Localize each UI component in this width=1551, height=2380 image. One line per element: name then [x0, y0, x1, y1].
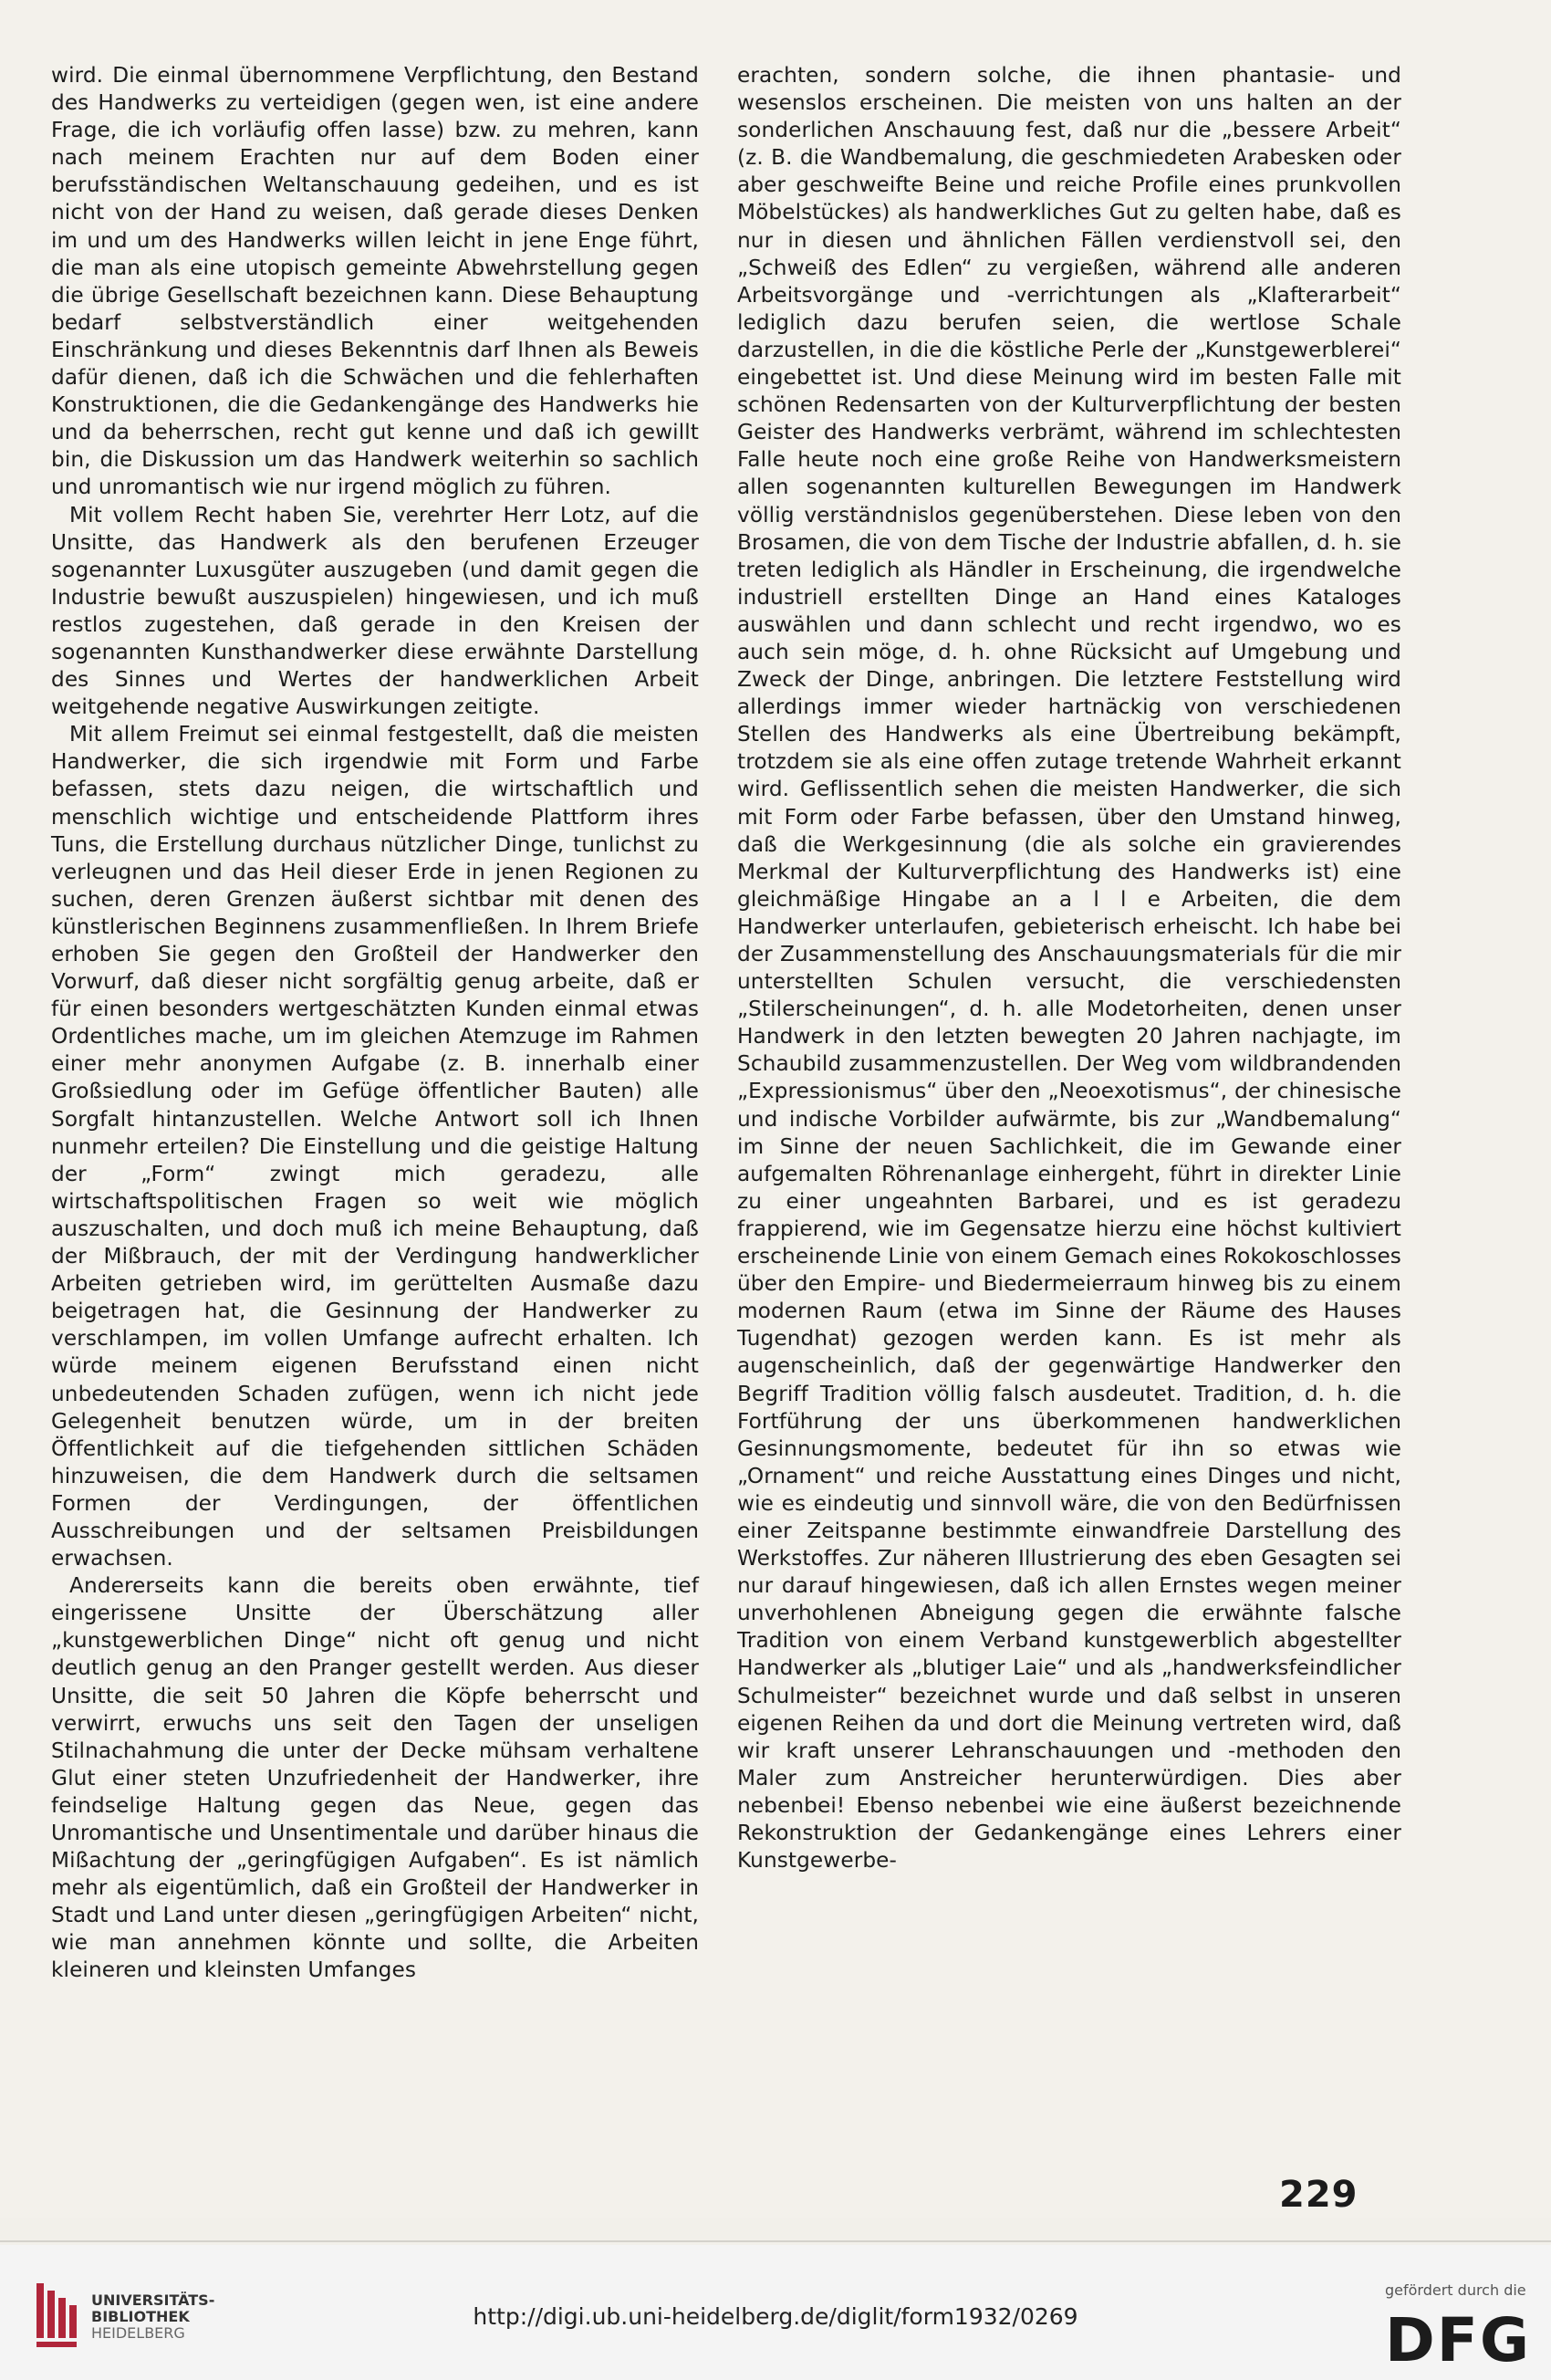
funding-label: gefördert durch die — [1385, 2281, 1526, 2299]
footer-divider — [0, 2240, 1551, 2242]
source-url-link[interactable]: http://digi.ub.uni-heidelberg.de/diglit/form1932/0269 — [473, 2303, 1078, 2330]
paragraph: erachten, sondern solche, die ihnen phantasie- und wesenslos erscheinen. Die meisten von uns halten an der sonderlichen Anschauung fest, daß nur die „bessere Arbeit“ (z. B. die Wandbemalung, die geschmiedeten Arabesken oder aber geschweifte Beine und reiche Profile eines prunkvollen Möbelstückes) als handwerkliches Gut zu gelten habe, daß es nur in diesen und ähnlichen Fällen verdienstvoll sei, den „Schweiß des Edlen“ zu vergießen, während alle anderen Arbeitsvorgänge und -verrichtungen als „Klafterarbeit“ lediglich dazu berufen seien, die wertlose Schale darzustellen, in die die köstliche Perle der „Kunstgewerblerei“ eingebettet ist. Und diese Meinung wird im besten Falle mit schönen Redensarten von der Kulturverpflichtung der besten Geister des Handwerks verbrämt, während im schlechtesten Falle heute noch eine große Reihe von Handwerksmeistern allen sogenannten kulturellen Bewegungen im Handwerk völlig verständnislos gegenüberstehen. Diese leben von den Brosamen, die von dem Tische der Industrie abfallen, d. h. sie treten lediglich als Händler in Erscheinung, die irgendwelche industriell erstellten Dinge an Hand eines Kataloges auswählen und dann schlecht und recht irgendwo, wo es auch sein möge, d. h. ohne Rücksicht auf Umgebung und Zweck der Dinge, anbringen. Die letztere Feststellung wird allerdings immer wieder hartnäckig von verschiedenen Stellen des Handwerks als eine Übertreibung bekämpft, trotzdem sie als eine offen zutage tretende Wahrheit erkannt wird. Geflissentlich sehen die meisten Handwerker, die sich mit Form oder Farbe befassen, über den Umstand hinweg, daß die Werkgesinnung (die als solche ein gravierendes Merkmal der Kulturverpflichtung des Handwerks ist) eine gleichmäßige Hingabe an a l l e Arbeiten, die dem Handwerker unterlaufen, gebieterisch erheischt. Ich habe bei der Zusammenstellung des Anschauungsmaterials für die mir unterstellten Schulen versucht, die verschiedensten „Stilerscheinungen“, d. h. alle Modetorheiten, denen unser Handwerk in den letzten bewegten 20 Jahren nachjagte, im Schaubild zusammenzustellen. Der Weg vom wildbrandenden „Expressionismus“ über den „Neoexotismus“, der chinesische und indische Vorbilder aufwärmte, bis zur „Wandbemalung“ im Sinne der neuen Sachlichkeit, die im Gewande einer aufgemalten Röhrenanlage einhergeht, führt in direkter Linie zu einer ungeahnten Barbarei, und es ist geradezu frappierend, wie im Gegensatze hierzu eine höchst kultiviert erscheinende Linie von einem Gemach eines Rokokoschlosses über den Empire- und Biedermeierraum hinweg bis zu einem modernen Raum (etwa im Sinne der Räume des Hauses Tugendhat) gezogen werden kann. Es ist mehr als augenscheinlich, daß der gegenwärtige Handwerker den Begriff Tradition völlig falsch ausdeutet. Tradition, d. h. die Fortführung der uns überkommenen handwerklichen Gesinnungsmomente, bedeutet für ihn so etwas wie „Ornament“ und reiche Ausstattung eines Dinges und nicht, wie es eindeutig und sinnvoll wäre, die von den Bedürfnissen einer Zeitspanne bestimmte einwandfreie Darstellung des Werkstoffes. Zur näheren Illustrierung des eben Gesagten sei nur darauf hingewiesen, daß ich allen Ernstes wegen meiner unverhohlenen Abneigung gegen die erwähnte falsche Tradition von einem Verband kunstgewerblich abgestellter Handwerker als „blutiger Laie“ und als „handwerksfeindlicher Schulmeister“ bezeichnet wurde und daß selbst in unseren eigenen Reihen da und dort die Meinung vertreten wird, daß wir kraft unserer Lehranschauungen und -methoden den Maler zum Anstreicher herunterwürdigen. Dies aber nebenbei! Ebenso nebenbei wie eine äußerst bezeichnende Rekonstruktion der Gedankengänge eines Lehrers einer Kunstgewerbe- — [737, 63, 1401, 1874]
right-text-column — [737, 62, 1401, 1874]
paragraph: Mit allem Freimut sei einmal festgestellt, daß die meisten Handwerker, die sich irgendwie mit Form und Farbe befassen, stets dazu neigen, die wirtschaftlich und menschlich wichtige und entscheidende Plattform ihres Tuns, die Erstellung durchaus nützlicher Dinge, tunlichst zu verleugnen und das Heil dieser Erde in jenen Regionen zu suchen, deren Grenzen äußerst sichtbar mit denen des künstlerischen Beginnens zusammenfließen. In Ihrem Briefe erhoben Sie gegen den Großteil der Handwerker den Vorwurf, daß dieser nicht sorgfältig genug arbeite, daß er für einen besonders wertgeschätzten Kunden einmal etwas Ordentliches mache, um im gleichen Atemzuge im Rahmen einer mehr anonymen Aufgabe (z. B. innerhalb einer Großsiedlung oder im Gefüge öffentlicher Bauten) alle Sorgfalt hintanzustellen. Welche Antwort soll ich Ihnen nunmehr erteilen? Die Einstellung und die geistige Haltung der „Form“ zwingt mich geradezu, alle wirtschaftspolitischen Fragen so weit wie möglich auszuschalten, und doch muß ich meine Behauptung, daß der Mißbrauch, der mit der Verdingung handwerklicher Arbeiten getrieben wird, im gerüttelten Ausmaße dazu beigetragen hat, die Gesinnung der Handwerker zu verschlampen, im vollen Umfange aufrecht erhalten. Ich würde meinem eigenen Berufsstand einen nicht unbedeutenden Schaden zufügen, wenn ich nicht jede Gelegenheit benutzen würde, um in der breiten Öffentlichkeit auf die tiefgehenden sittlichen Schäden hinzuweisen, die dem Handwerk durch die seltsamen Formen der Verdingungen, der öffentlichen Ausschreibungen und der seltsamen Preisbildungen erwachsen. — [51, 722, 699, 1571]
paragraph: Mit vollem Recht haben Sie, verehrter Herr Lotz, auf die Unsitte, das Handwerk als den berufenen Erzeuger sogenannter Luxusgüter auszugeben (und damit gegen die Industrie bewußt auszuspielen) hingewiesen, und ich muß restlos zugestehen, daß gerade in den Kreisen der sogenannten Kunsthandwerker diese erwähnte Darstellung des Sinnes und Wertes der handwerklichen Arbeit weitgehende negative Auswirkungen zeitigte. — [51, 502, 699, 720]
library-line: HEIDELBERG — [91, 2324, 185, 2342]
dfg-logo: DFG — [1385, 2305, 1532, 2375]
page-number: 229 — [1279, 2174, 1358, 2216]
library-line: UNIVERSITÄTS- — [91, 2291, 215, 2309]
library-line: BIBLIOTHEK — [91, 2308, 190, 2325]
left-text-column — [51, 62, 699, 1985]
paragraph: wird. Die einmal übernommene Verpflichtung, den Bestand des Handwerks zu verteidigen (gegen wen, ist eine andere Frage, die ich vorläufig offen lasse) bzw. zu mehren, kann nach meinem Erachten nur auf dem Boden einer berufsständischen Weltanschauung gedeihen, und es ist nicht von der Hand zu weisen, daß gerade dieses Denken im und um des Handwerks willen leicht in jene Enge führt, die man als eine utopisch gemeinte Abwehrstellung gegen die übrige Gesellschaft bezeichnen kann. Diese Behauptung bedarf selbstverständlich einer weitgehenden Einschränkung und dieses Bekenntnis darf Ihnen als Beweis dafür dienen, daß ich die Schwächen und die fehlerhaften Konstruktionen, die die Gedankengänge des Handwerks hie und da beherrschen, recht gut kenne und daß ich gewillt bin, die Diskussion um das Handwerk weiterhin so sachlich und unromantisch wie nur irgend möglich zu führen. — [51, 63, 699, 500]
paragraph: Andererseits kann die bereits oben erwähnte, tief eingerissene Unsitte der Überschätzung aller „kunstgewerblichen Dinge“ nicht oft genug und nicht deutlich genug an den Pranger gestellt werden. Aus dieser Unsitte, die seit 50 Jahren die Köpfe beherrscht und verwirrt, erwuchs uns seit den Tagen der unseligen Stilnachahmung die unter der Decke mühsam verhaltene Glut einer steten Unzufriedenheit der Handwerker, ihre feindselige Haltung gegen das Neue, gegen das Unromantische und Unsentimentale und darüber hinaus die Mißachtung der „geringfügigen Aufgaben“. Es ist nämlich mehr als eigentümlich, daß ein Großteil der Handwerker in Stadt und Land unter diesen „geringfügigen Arbeiten“ nicht, wie man annehmen könnte und sollte, die Arbeiten kleineren und kleinsten Umfanges — [51, 1573, 699, 1983]
